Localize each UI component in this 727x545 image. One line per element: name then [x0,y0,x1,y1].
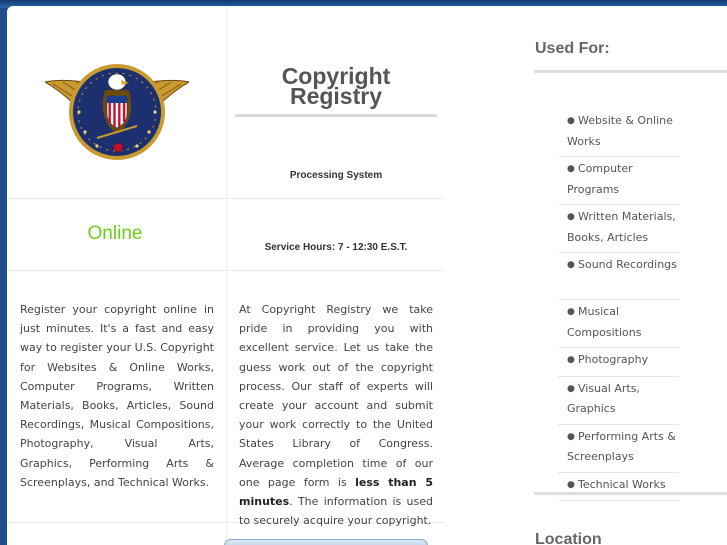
list-item [558,205,679,253]
sidebar-divider [534,70,727,73]
list-item-label: Musical Compositions [567,305,642,339]
list-item [558,348,679,377]
completion-time: less than 5 minutes [239,475,433,509]
eagle-seal-icon [45,60,189,166]
list-item-label: Performing Arts & Screenplays [567,429,676,463]
paragraph-text: At Copyright Registry we take pride in providing you with excellent service. Let us take the guess work out of the copyright process. Our staff of experts will create your account and submit your work correctly to the United States Library of Congress. Average completion time of our one page form is [239,303,433,489]
bullet-icon: ● [567,383,575,394]
bullet-icon: ● [567,355,575,365]
list-item [558,157,679,205]
title-line: Copyright [281,63,391,89]
list-item [558,473,679,502]
title-underline [235,114,437,117]
list-item-label: Visual Arts, Graphics [567,381,640,415]
bullet-icon: ● [567,479,575,490]
bullet-icon: ● [567,116,575,126]
service-hours: Service Hours: 7 - 12:30 E.S.T. [264,242,408,253]
location-title: Location [535,531,602,545]
bullet-icon: ● [567,212,575,222]
sidebar-divider [534,492,727,495]
service-paragraph [239,300,433,530]
subtitle: Processing System [289,170,383,181]
online-label: Online [87,223,143,244]
list-item-label: Technical Works [578,477,666,491]
list-item [558,300,679,348]
list-item-label: Written Materials, Books, Articles [567,210,676,244]
bullet-icon: ● [567,260,575,270]
page-container [7,6,727,545]
bullet-icon: ● [567,307,575,317]
list-item-label: Sound Recordings [578,258,677,271]
register-button[interactable] [224,539,428,545]
list-item-label: Photography [578,353,649,366]
list-item [558,253,679,300]
sidebar-title: Used For: [535,40,610,57]
bullet-icon: ● [567,164,575,174]
list-item [558,377,679,425]
bullet-icon: ● [567,431,575,442]
list-item-label: Website & Online Works [567,114,673,148]
used-for-list [558,109,679,501]
list-item [558,425,679,473]
grid-divider [226,6,227,545]
page-title [235,63,437,109]
paragraph-text: . The information is used to securely acquire your copyright. [239,495,433,528]
intro-paragraph: Register your copyright online in just minutes. It's a fast and easy way to register your U.S. Copyright for Websites & Online Works, Computer Programs, Written Materials, Books, Articles, Sound Recordings, Musical Compositions, Photography, Visual Arts, Graphics, Performing Arts & Screenplays, and Technical Works. [20,303,214,489]
list-item [558,109,679,157]
title-line: Registry [289,83,383,109]
list-item-label: Computer Programs [567,162,633,196]
